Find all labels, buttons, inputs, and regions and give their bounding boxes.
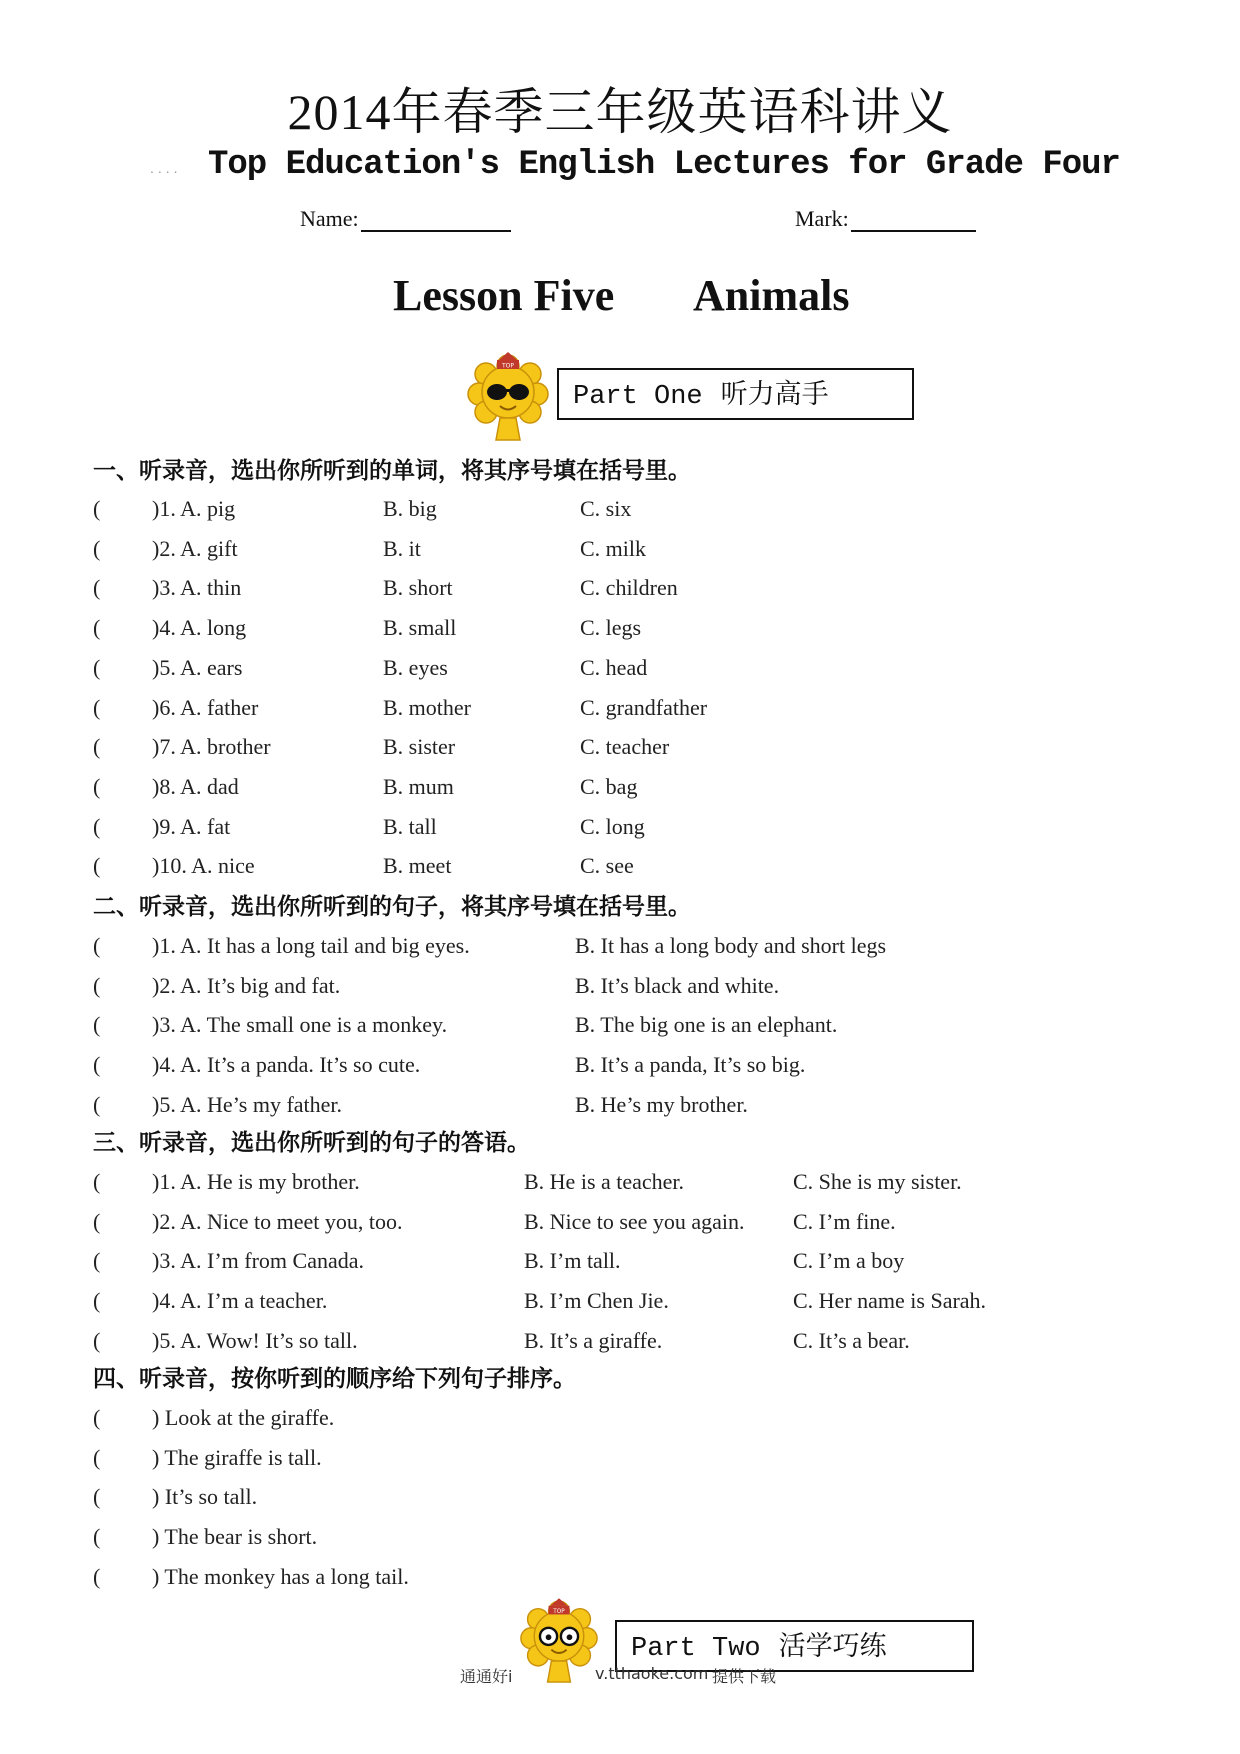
section-4-heading: 四、听录音，按你听到的顺序给下列句子排序。 — [93, 1366, 576, 1392]
question-option-a: )4. A. It’s a panda. It’s so cute. — [152, 1052, 421, 1078]
mark-blank-line[interactable] — [851, 204, 976, 232]
question-option-c: C. Her name is Sarah. — [793, 1288, 987, 1314]
answer-blank[interactable]: ( — [93, 1524, 101, 1550]
question-option-a: )3. A. I’m from Canada. — [152, 1248, 364, 1274]
answer-blank[interactable]: ( — [93, 1012, 101, 1038]
name-field — [300, 204, 511, 232]
question-option-a: ) The giraffe is tall. — [152, 1444, 322, 1470]
mascot-sunglasses-icon — [466, 352, 550, 446]
question-option-a: )4. A. long — [152, 615, 247, 641]
lesson-number: Lesson Five — [393, 271, 615, 320]
mark-field — [795, 204, 976, 232]
question-option-b: B. The big one is an elephant. — [575, 1012, 838, 1038]
question-option-c: C. children — [580, 575, 678, 601]
question-option-a: )7. A. brother — [152, 734, 271, 760]
answer-blank[interactable]: ( — [93, 496, 101, 521]
answer-blank[interactable]: ( — [93, 1444, 101, 1470]
question-option-b: B. It has a long body and short legs — [575, 933, 887, 958]
question-option-b: B. meet — [383, 853, 452, 879]
question-option-b: B. small — [383, 615, 457, 641]
question-option-a: ) Look at the giraffe. — [152, 1405, 335, 1430]
question-option-a: ) The monkey has a long tail. — [152, 1563, 409, 1589]
answer-blank[interactable]: ( — [93, 1405, 101, 1430]
question-option-c: C. grandfather — [580, 694, 708, 720]
question-option-a: )1. A. pig — [152, 496, 236, 521]
page-subtitle: Top Education's English Lectures for Grade Four — [208, 146, 1120, 184]
question-option-c: C. head — [580, 654, 648, 680]
question-option-a: )3. A. thin — [152, 575, 242, 601]
footer-left: 通通好i — [460, 1667, 513, 1686]
mascot-logo-text: TOP — [501, 362, 515, 370]
answer-blank[interactable]: ( — [93, 535, 101, 561]
question-option-a: )9. A. fat — [152, 813, 231, 839]
question-option-c: C. It’s a bear. — [793, 1327, 910, 1353]
question-option-a: ) The bear is short. — [152, 1524, 318, 1550]
question-option-b: B. He is a teacher. — [524, 1169, 685, 1194]
answer-blank[interactable]: ( — [93, 1208, 101, 1234]
mark-label: Mark: — [795, 206, 849, 231]
question-option-c: C. teacher — [580, 734, 670, 760]
question-option-b: B. He’s my brother. — [575, 1091, 748, 1117]
answer-blank[interactable]: ( — [93, 734, 101, 760]
answer-blank[interactable]: ( — [93, 1288, 101, 1314]
lesson-topic: Animals — [693, 271, 850, 320]
question-option-a: )5. A. ears — [152, 654, 243, 680]
leader-dots: .... — [150, 160, 182, 176]
part-two-en: Part Two — [631, 1634, 761, 1664]
answer-blank[interactable]: ( — [93, 1484, 101, 1510]
question-option-b: B. it — [383, 535, 421, 561]
question-option-c: C. She is my sister. — [793, 1169, 962, 1194]
section-1-heading: 一、听录音，选出你所听到的单词，将其序号填在括号里。 — [93, 458, 691, 484]
question-option-b: B. eyes — [383, 654, 448, 680]
name-label: Name: — [300, 206, 359, 231]
footer-right: 提供下载 — [712, 1667, 777, 1686]
question-option-b: B. mum — [383, 773, 454, 799]
question-option-a: )3. A. The small one is a monkey. — [152, 1012, 448, 1038]
answer-blank[interactable]: ( — [93, 773, 101, 799]
question-option-b: B. tall — [383, 813, 437, 839]
question-option-a: )2. A. It’s big and fat. — [152, 972, 341, 998]
question-option-b: B. mother — [383, 694, 471, 720]
question-option-b: B. It’s black and white. — [575, 972, 780, 998]
question-option-b: B. It’s a giraffe. — [524, 1327, 663, 1353]
answer-blank[interactable]: ( — [93, 575, 101, 601]
question-option-a: )8. A. dad — [152, 773, 239, 799]
question-option-a: )2. A. gift — [152, 535, 238, 561]
part-one-cn: 听力高手 — [720, 379, 829, 410]
question-option-b: B. I’m Chen Jie. — [524, 1288, 669, 1314]
answer-blank[interactable]: ( — [93, 1052, 101, 1078]
answer-blank[interactable]: ( — [93, 972, 101, 998]
part-one-label-box — [557, 368, 914, 420]
section-2-heading: 二、听录音，选出你所听到的句子，将其序号填在括号里。 — [93, 894, 691, 920]
answer-blank[interactable]: ( — [93, 1091, 101, 1117]
question-option-a: ) It’s so tall. — [152, 1484, 258, 1510]
question-option-a: )5. A. Wow! It’s so tall. — [152, 1327, 358, 1353]
question-option-a: )5. A. He’s my father. — [152, 1091, 343, 1117]
answer-blank[interactable]: ( — [93, 1327, 101, 1353]
section-3-heading: 三、听录音，选出你所听到的句子的答语。 — [93, 1130, 530, 1156]
answer-blank[interactable]: ( — [93, 933, 101, 958]
answer-blank[interactable]: ( — [93, 654, 101, 680]
question-option-b: B. big — [383, 496, 437, 521]
question-option-a: )6. A. father — [152, 694, 259, 720]
question-option-c: C. long — [580, 813, 645, 839]
question-option-b: B. It’s a panda, It’s so big. — [575, 1052, 806, 1078]
question-option-b: B. I’m tall. — [524, 1248, 621, 1274]
part-one-en: Part One — [573, 382, 703, 412]
answer-blank[interactable]: ( — [93, 615, 101, 641]
question-option-a: )4. A. I’m a teacher. — [152, 1288, 328, 1314]
answer-blank[interactable]: ( — [93, 1248, 101, 1274]
answer-blank[interactable]: ( — [93, 694, 101, 720]
question-option-c: C. bag — [580, 773, 638, 799]
mascot-logo-text: TOP — [553, 1609, 565, 1615]
question-option-b: B. short — [383, 575, 453, 601]
answer-blank[interactable]: ( — [93, 853, 101, 879]
question-option-c: C. I’m a boy — [793, 1248, 905, 1274]
question-option-c: C. six — [580, 496, 632, 521]
name-blank-line[interactable] — [361, 204, 511, 232]
question-option-a: )1. A. He is my brother. — [152, 1169, 360, 1194]
question-option-a: )10. A. nice — [152, 853, 255, 879]
question-option-a: )1. A. It has a long tail and big eyes. — [152, 933, 470, 958]
question-option-b: B. Nice to see you again. — [524, 1208, 745, 1234]
part-two-cn: 活学巧练 — [778, 1631, 887, 1662]
question-option-a: )2. A. Nice to meet you, too. — [152, 1208, 403, 1234]
question-option-c: C. legs — [580, 615, 642, 641]
answer-blank[interactable]: ( — [93, 1563, 101, 1589]
answer-blank[interactable]: ( — [93, 813, 101, 839]
question-option-c: C. I’m fine. — [793, 1208, 896, 1234]
question-option-b: B. sister — [383, 734, 456, 760]
page-title: 2014年春季三年级英语科讲义 — [287, 84, 953, 140]
question-option-c: C. milk — [580, 535, 647, 561]
footer-url[interactable]: v.tthaoke.com — [595, 1664, 709, 1683]
question-option-c: C. see — [580, 853, 634, 879]
answer-blank[interactable]: ( — [93, 1169, 101, 1194]
mascot-glasses-icon — [519, 1597, 599, 1689]
